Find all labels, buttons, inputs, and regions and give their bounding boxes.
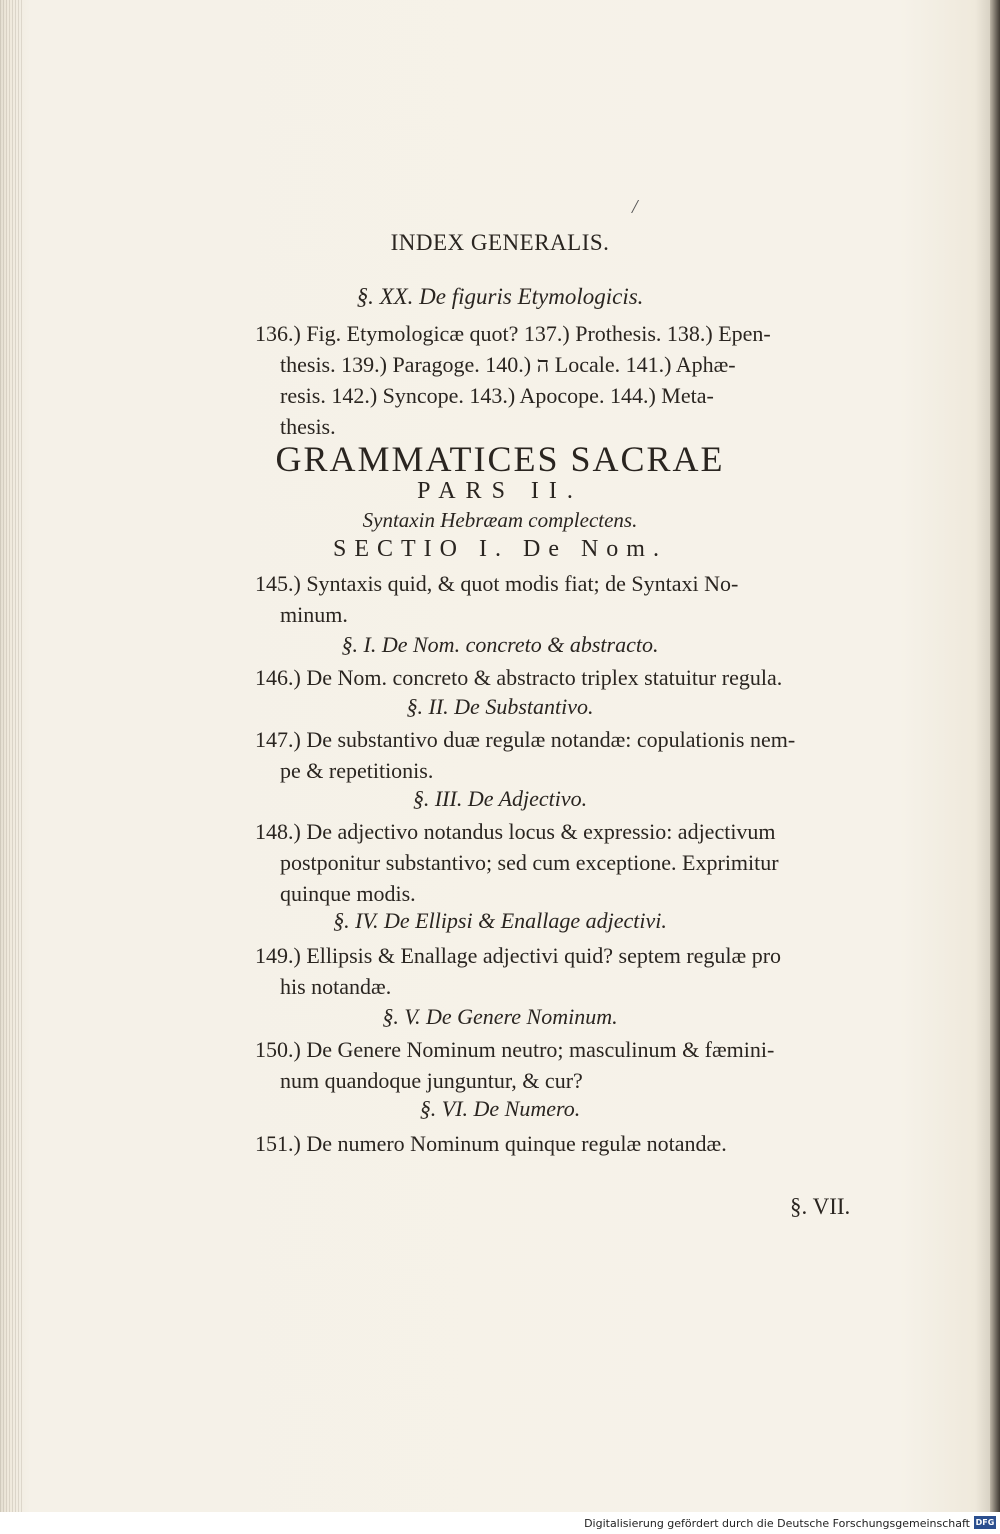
section-heading-1: §. I. De Nom. concreto & abstracto. <box>341 632 659 657</box>
entry-line: 147.) De substantivo duæ regulæ notandæ: copulationis nem- <box>255 727 796 752</box>
section-heading-20: §. XX. De figuris Etymologicis. <box>356 284 644 309</box>
entry-line: 149.) Ellipsis & Enallage adjectivi quid? septem regulæ pro <box>255 943 782 968</box>
entry-line: resis. 142.) Syncope. 143.) Apocope. 144.) Meta- <box>280 383 714 408</box>
entry-line: thesis. <box>280 414 336 439</box>
entry-148 <box>255 816 900 909</box>
entry-145 <box>255 568 900 630</box>
footer-credit: Digitalisierung gefördert durch die Deutsche Forschungsgemeinschaft <box>584 1517 970 1530</box>
footer-bar <box>0 1512 1000 1534</box>
entry-line: quinque modis. <box>280 881 416 906</box>
entry-146 <box>255 662 900 693</box>
entry-line: 150.) De Genere Nominum neutro; masculinum & fæmini- <box>255 1037 775 1062</box>
sectio-heading: SECTIO I. De Nom. <box>333 536 667 562</box>
section-heading-3: §. III. De Adjectivo. <box>412 786 588 811</box>
entry-147 <box>255 724 900 786</box>
section-heading-6: §. VI. De Numero. <box>419 1096 581 1121</box>
entry-line: 136.) Fig. Etymologicæ quot? 137.) Prothesis. 138.) Epen- <box>255 321 771 346</box>
page-edge <box>990 0 1000 1512</box>
entry-151 <box>255 1128 900 1159</box>
page-gutter <box>0 0 24 1512</box>
entry-line: 146.) De Nom. concreto & abstracto triplex statuitur regula. <box>255 665 783 690</box>
dfg-logo-icon: DFG <box>975 1518 995 1527</box>
entry-150 <box>255 1034 900 1096</box>
entry-136-144 <box>255 318 900 442</box>
part-title: GRAMMATICES SACRAE <box>275 439 725 479</box>
entry-line: postponitur substantivo; sed cum exceptione. Exprimitur <box>280 850 779 875</box>
entry-line: 151.) De numero Nominum quinque regulæ notandæ. <box>255 1131 727 1156</box>
part-number: PARS II. <box>417 478 583 504</box>
section-heading-2: §. II. De Substantivo. <box>406 694 594 719</box>
entry-line: his notandæ. <box>280 974 392 999</box>
part-subtitle: Syntaxin Hebræam complectens. <box>362 508 638 532</box>
entry-line: 145.) Syntaxis quid, & quot modis fiat; de Syntaxi No- <box>255 571 739 596</box>
entry-line: num quandoque junguntur, & cur? <box>280 1068 583 1093</box>
section-heading-4: §. IV. De Ellipsi & Enallage adjectivi. <box>333 908 667 933</box>
entry-line: minum. <box>280 602 348 627</box>
entry-line: thesis. 139.) Paragoge. 140.) ה Locale. 141.) Aphæ- <box>280 352 736 377</box>
entry-line: 148.) De adjectivo notandus locus & expressio: adjectivum <box>255 819 776 844</box>
running-title: INDEX GENERALIS. <box>390 230 610 255</box>
ink-mark: / <box>632 196 638 218</box>
catchword: §. VII. <box>790 1194 851 1219</box>
entry-line: pe & repetitionis. <box>280 758 434 783</box>
entry-149 <box>255 940 900 1002</box>
section-heading-5: §. V. De Genere Nominum. <box>382 1004 618 1029</box>
